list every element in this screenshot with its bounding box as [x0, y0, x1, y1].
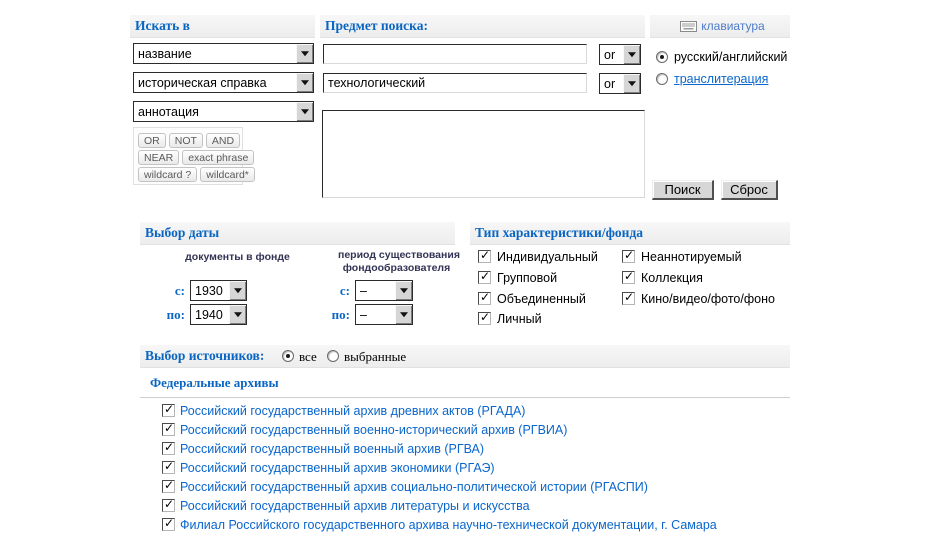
select-value: or	[604, 76, 616, 91]
keyboard-icon[interactable]	[680, 21, 697, 32]
radio-transliteration[interactable]	[656, 73, 668, 85]
archive-link-6[interactable]: Российский государственный архив литературы и искусства	[180, 499, 530, 513]
checkbox-archive-7[interactable]	[162, 518, 175, 531]
archive-link-2[interactable]: Российский государственный военно-исторический архив (РГВИА)	[180, 423, 568, 437]
fund-type-header	[470, 222, 790, 245]
date-to-select-docs[interactable]	[190, 304, 247, 325]
date-selection-title: Выбор даты	[145, 225, 220, 240]
archive-link-3[interactable]: Российский государственный военный архив (РГВА)	[180, 442, 485, 456]
archive-link-1[interactable]: Российский государственный архив древних актов (РГАДА)	[180, 404, 526, 418]
date-from-select-creator[interactable]	[355, 280, 413, 301]
sources-title: Выбор источников:	[145, 348, 265, 363]
select-value: 1940	[195, 307, 223, 322]
search-term-input-1[interactable]	[323, 44, 587, 64]
search-button[interactable]: Поиск	[652, 180, 714, 200]
date-from-label-2: с:	[339, 283, 350, 298]
fund-creator-period-label	[338, 249, 460, 275]
operator-wildcard-q-button[interactable]: wildcard ?	[138, 167, 197, 182]
operators-box	[133, 127, 249, 185]
fund-creator-period-line1: период существования	[338, 249, 460, 261]
date-to-select-creator[interactable]	[355, 304, 413, 325]
checkbox-group[interactable]	[478, 271, 491, 284]
chevron-down-icon[interactable]	[296, 102, 313, 121]
radio-russian-english-label: русский/английский	[674, 50, 788, 64]
checkbox-unannotated[interactable]	[622, 250, 635, 263]
select-value: название	[138, 46, 192, 61]
date-to-label-2: по:	[331, 307, 350, 322]
checkbox-united[interactable]	[478, 292, 491, 305]
radio-sources-all[interactable]	[282, 350, 294, 362]
checkbox-collection-label: Коллекция	[641, 271, 703, 285]
checkbox-individual[interactable]	[478, 250, 491, 263]
select-value: –	[360, 283, 367, 298]
checkbox-united-label: Объединенный	[497, 292, 586, 306]
date-from-label-1: с:	[174, 283, 185, 298]
chevron-down-icon[interactable]	[296, 44, 313, 63]
checkbox-group-label: Групповой	[497, 271, 558, 285]
federal-archives-title: Федеральные архивы	[150, 375, 279, 390]
checkbox-archive-2[interactable]	[162, 423, 175, 436]
date-from-select-docs[interactable]	[190, 280, 247, 301]
search-subject-header	[320, 15, 645, 38]
select-value: or	[604, 47, 616, 62]
checkbox-individual-label: Индивидуальный	[497, 250, 598, 264]
chevron-down-icon[interactable]	[395, 305, 412, 324]
operator-near-button[interactable]: NEAR	[138, 150, 179, 165]
sources-header	[140, 345, 790, 368]
transliteration-link[interactable]: транслитерация	[674, 72, 769, 86]
federal-archives-group-header	[140, 374, 790, 398]
checkbox-collection[interactable]	[622, 271, 635, 284]
select-value: аннотация	[138, 104, 199, 119]
operator-or-button[interactable]: OR	[138, 133, 166, 148]
operator-exact-phrase-button[interactable]: exact phrase	[182, 150, 254, 165]
date-selection-header	[140, 222, 455, 245]
operator-select-2[interactable]	[599, 73, 641, 94]
search-in-title: Искать в	[135, 18, 190, 33]
checkbox-personal[interactable]	[478, 312, 491, 325]
keyboard-link[interactable]: клавиатура	[701, 19, 765, 33]
checkbox-archive-6[interactable]	[162, 499, 175, 512]
operator-wildcard-star-button[interactable]: wildcard*	[200, 167, 255, 182]
select-value: историческая справка	[138, 75, 267, 90]
search-subject-title: Предмет поиска:	[325, 18, 428, 33]
keyboard-header	[650, 15, 790, 38]
date-to-label-1: по:	[166, 307, 185, 322]
chevron-down-icon[interactable]	[395, 281, 412, 300]
radio-sources-selected-label: выбранные	[344, 349, 407, 364]
checkbox-archive-1[interactable]	[162, 404, 175, 417]
search-field-select-1[interactable]	[133, 43, 314, 64]
chevron-down-icon[interactable]	[296, 73, 313, 92]
radio-sources-all-label: все	[299, 349, 317, 364]
checkbox-archive-4[interactable]	[162, 461, 175, 474]
select-value: 1930	[195, 283, 223, 298]
radio-sources-selected[interactable]	[327, 350, 339, 362]
chevron-down-icon[interactable]	[229, 281, 246, 300]
fund-type-title: Тип характеристики/фонда	[475, 225, 644, 240]
checkbox-media-label: Кино/видео/фото/фоно	[641, 292, 775, 306]
search-in-header	[130, 15, 315, 38]
operator-not-button[interactable]: NOT	[169, 133, 203, 148]
checkbox-media[interactable]	[622, 292, 635, 305]
archive-link-4[interactable]: Российский государственный архив экономики (РГАЭ)	[180, 461, 495, 475]
chevron-down-icon[interactable]	[229, 305, 246, 324]
chevron-down-icon[interactable]	[623, 74, 640, 93]
operator-and-button[interactable]: AND	[206, 133, 240, 148]
search-term-input-2[interactable]	[323, 73, 587, 93]
chevron-down-icon[interactable]	[623, 45, 640, 64]
checkbox-archive-5[interactable]	[162, 480, 175, 493]
search-field-select-3[interactable]	[133, 101, 314, 122]
checkbox-personal-label: Личный	[497, 312, 542, 326]
checkbox-archive-3[interactable]	[162, 442, 175, 455]
search-terms-textarea[interactable]	[322, 110, 645, 198]
operator-select-1[interactable]	[599, 44, 641, 65]
search-field-select-2[interactable]	[133, 72, 314, 93]
archive-link-7[interactable]: Филиал Российского государственного архива научно-технической документации, г. Самара	[180, 518, 717, 532]
archive-link-5[interactable]: Российский государственный архив социально-политической истории (РГАСПИ)	[180, 480, 648, 494]
checkbox-unannotated-label: Неаннотируемый	[641, 250, 742, 264]
docs-in-fund-label: документы в фонде	[185, 251, 290, 263]
radio-russian-english[interactable]	[656, 51, 668, 63]
reset-button[interactable]: Сброс	[721, 180, 778, 200]
fund-creator-period-line2: фондообразователя	[342, 262, 451, 274]
select-value: –	[360, 307, 367, 322]
